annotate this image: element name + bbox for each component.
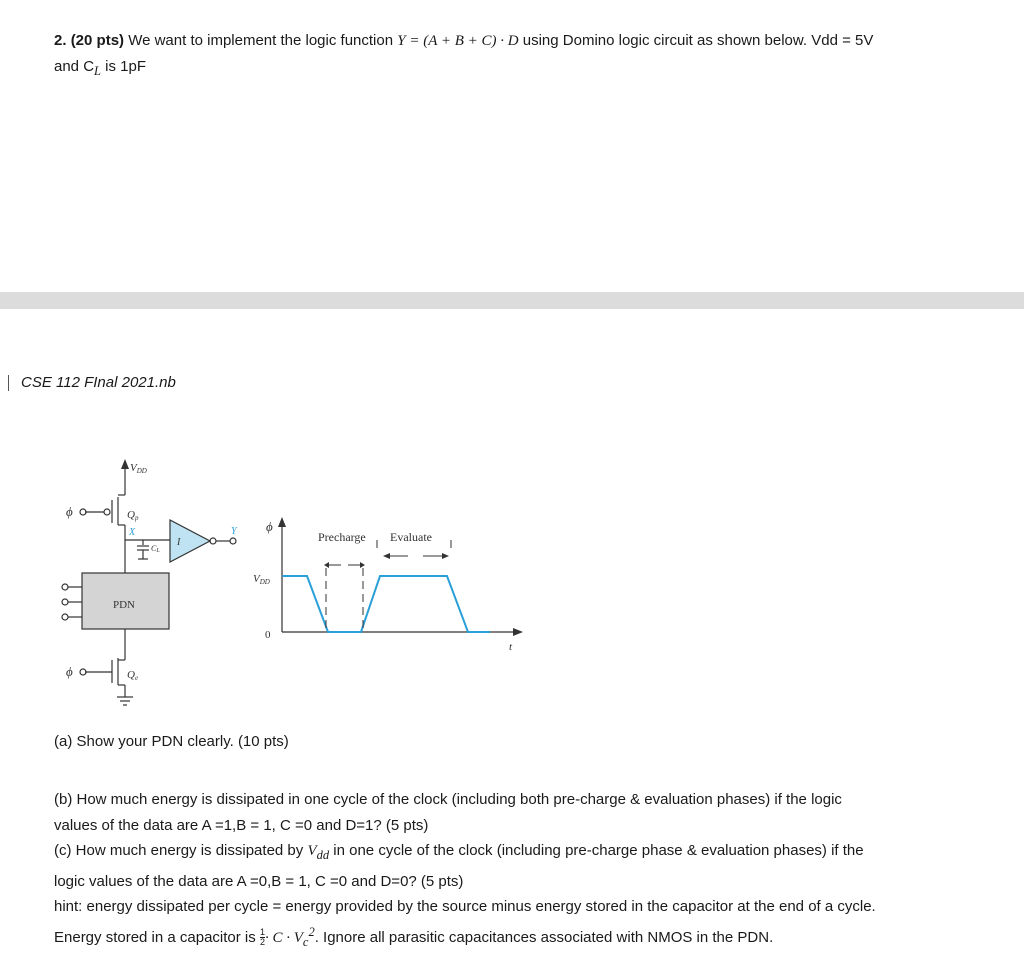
precharge-arrowhead-right: [360, 562, 365, 568]
inverter-triangle: [170, 520, 210, 562]
qp-label: Qp: [127, 509, 139, 522]
vdd-symbol: V: [307, 843, 316, 859]
notebook-name: [8, 374, 176, 391]
timing-x-arrow: [513, 628, 523, 636]
timing-t-label: t: [509, 641, 513, 653]
output-y-label: Y: [231, 526, 238, 537]
question-line2-end: is 1pF: [105, 58, 146, 75]
notebook-name-text: CSE 112 FInal 2021.nb: [21, 374, 176, 391]
clock-waveform: [282, 576, 490, 632]
inverter-label: I: [176, 537, 181, 548]
phi-label-bottom: ϕ: [66, 664, 73, 679]
vc-superscript: 2: [308, 925, 314, 939]
cl-subscript: L: [94, 64, 101, 78]
domino-figure: [50, 445, 550, 725]
part-b-line1: (b) How much energy is dissipated in one cycle of the clock (including both pre-charge & evaluation phases) if the logic: [54, 787, 954, 813]
hint-text-a: Energy stored in a capacitor is: [54, 929, 256, 946]
timing-zero-label: 0: [265, 629, 271, 641]
pdn-terminal-2: [62, 599, 68, 605]
evaluate-arrowhead-right: [442, 553, 449, 559]
question-text: [54, 28, 954, 84]
question-points: (20 pts): [71, 32, 124, 49]
question-text-a: We want to implement the logic function: [128, 32, 393, 49]
one-half-fraction: $\frac{1}{2}$: [260, 928, 265, 947]
timing-phi-label: ϕ: [266, 519, 273, 534]
part-c-line2: logic values of the data are A =0,B = 1, C =0 and D=0? (5 pts): [54, 869, 954, 895]
logic-formula: Y = (A + B + C) · D: [397, 33, 518, 49]
part-c-line1: [54, 838, 954, 869]
energy-formula: · C · V: [265, 930, 303, 946]
precharge-label: Precharge: [318, 530, 366, 544]
question-number: 2.: [54, 32, 67, 49]
vc-subscript: c: [303, 935, 309, 949]
output-terminal: [230, 538, 236, 544]
evaluate-arrows: [383, 553, 449, 559]
question-line2: and C: [54, 58, 94, 75]
cell-bracket: [8, 375, 9, 391]
hint-text-b: . Ignore all parasitic capacitances associated with NMOS in the PDN.: [315, 929, 774, 946]
hint-line1: hint: energy dissipated per cycle = energy provided by the source minus energy stored in the capacitor at the end of a cycle.: [54, 894, 954, 920]
qp-bubble: [104, 509, 110, 515]
part-c-text-b: in one cycle of the clock (including pre-charge phase & evaluation phases) if the: [333, 842, 863, 859]
timing-y-arrow: [278, 517, 286, 527]
timing-diagram: [253, 517, 523, 653]
cl-label: CL: [151, 544, 160, 554]
part-c-text-a: (c) How much energy is dissipated by: [54, 842, 303, 859]
precharge-arrows: [324, 562, 365, 568]
part-a: (a) Show your PDN clearly. (10 pts): [54, 729, 954, 755]
circuit-labels: [66, 462, 238, 682]
evaluate-label: Evaluate: [390, 530, 432, 544]
evaluate-arrowhead-left: [383, 553, 390, 559]
pdn-terminal-3: [62, 614, 68, 620]
phi-label-top: ϕ: [66, 504, 73, 519]
parts-bc: [54, 787, 954, 955]
question-text-b: using Domino logic circuit as shown below. Vdd = 5V: [523, 32, 874, 49]
vdd-subscript: dd: [317, 848, 330, 862]
domino-circuit: [62, 459, 236, 705]
page-divider: [0, 292, 1024, 309]
qe-label: Qe: [127, 669, 138, 682]
hint-line2: [54, 920, 954, 955]
node-x-label: X: [128, 527, 136, 538]
precharge-arrowhead-left: [324, 562, 329, 568]
timing-vdd-label: VDD: [253, 573, 270, 586]
vdd-label: VDD: [130, 462, 147, 475]
pdn-label: PDN: [113, 599, 135, 611]
pdn-terminal-1: [62, 584, 68, 590]
vdd-arrow: [121, 459, 129, 469]
part-b-line2: values of the data are A =1,B = 1, C =0 and D=1? (5 pts): [54, 813, 954, 839]
